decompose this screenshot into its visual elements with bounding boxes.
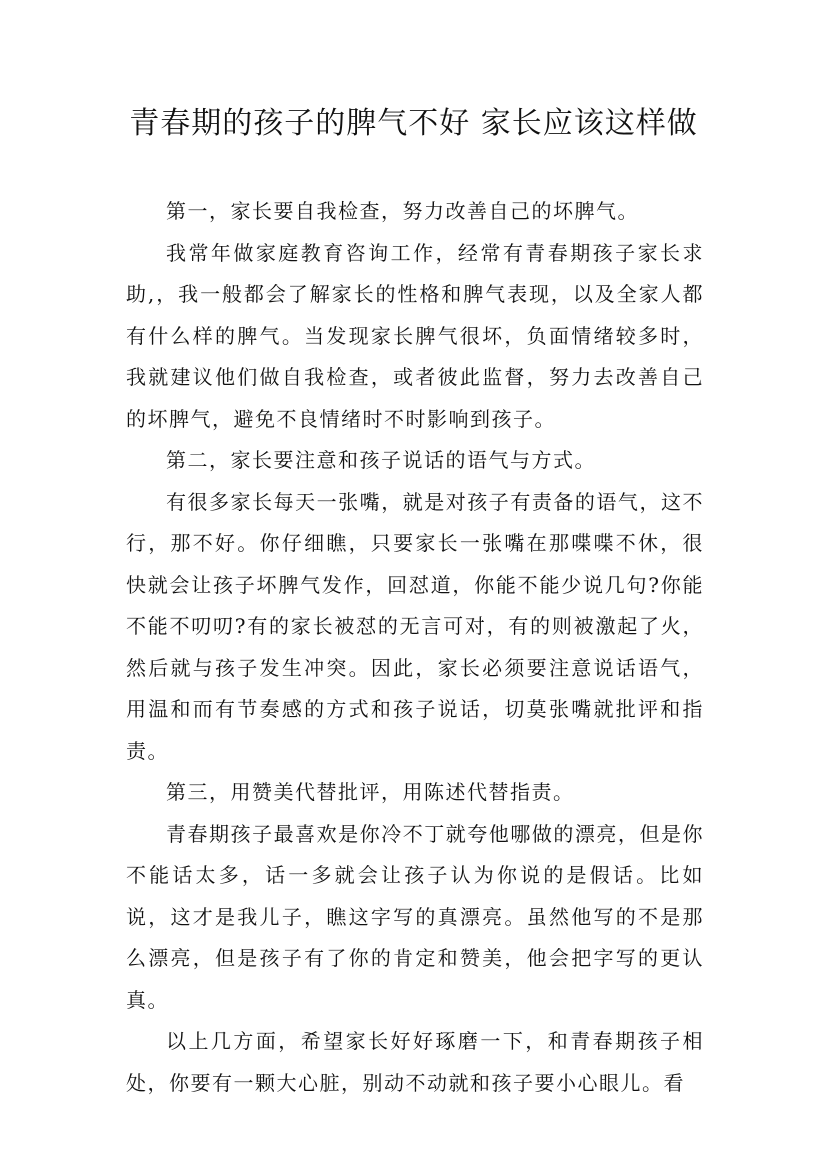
paragraph-point-three: 第三，用赞美代替批评，用陈述代替指责。 <box>166 780 575 804</box>
document-title: 青春期的孩子的脾气不好 家长应该这样做 <box>129 106 698 141</box>
paragraph-point-two: 第二，家长要注意和孩子说话的语气与方式。 <box>166 448 596 472</box>
document-body <box>126 191 704 1104</box>
paragraph-speaking-tone: 有很多家长每天一张嘴，就是对孩子有责备的语气，这不行，那不好。你仔细瞧，只要家长一张嘴在那喋喋不休，很快就会让孩子坏脾气发作，回怼道，你能不能少说几句?你能不能不叨叨?有的家长被怼的无言可对，有的则被激起了火，然后就与孩子发生冲突。因此，家长必须要注意说话语气，用温和而有节奏感的方式和孩子说话，切莫张嘴就批评和指责。 <box>126 489 704 763</box>
paragraph-point-one: 第一，家长要自我检查，努力改善自己的坏脾气。 <box>166 199 639 223</box>
paragraph-praise-example: 青春期孩子最喜欢是你冷不丁就夸他哪做的漂亮，但是你不能话太多，话一多就会让孩子认为你说的是假话。比如说，这才是我儿子，瞧这字写的真漂亮。虽然他写的不是那么漂亮，但是孩子有了你的肯定和赞美，他会把字写的更认真。 <box>126 821 704 1012</box>
paragraph-conclusion: 以上几方面，希望家长好好琢磨一下，和青春期孩子相处，你要有一颗大心脏，别动不动就和孩子要小心眼儿。看 <box>126 1029 704 1095</box>
paragraph-consulting-experience: 我常年做家庭教育咨询工作，经常有青春期孩子家长求助,，我一般都会了解家长的性格和脾气表现，以及全家人都有什么样的脾气。当发现家长脾气很坏，负面情绪较多时，我就建议他们做自我检查，或者彼此监督，努力去改善自己的坏脾气，避免不良情绪时不时影响到孩子。 <box>126 240 704 431</box>
